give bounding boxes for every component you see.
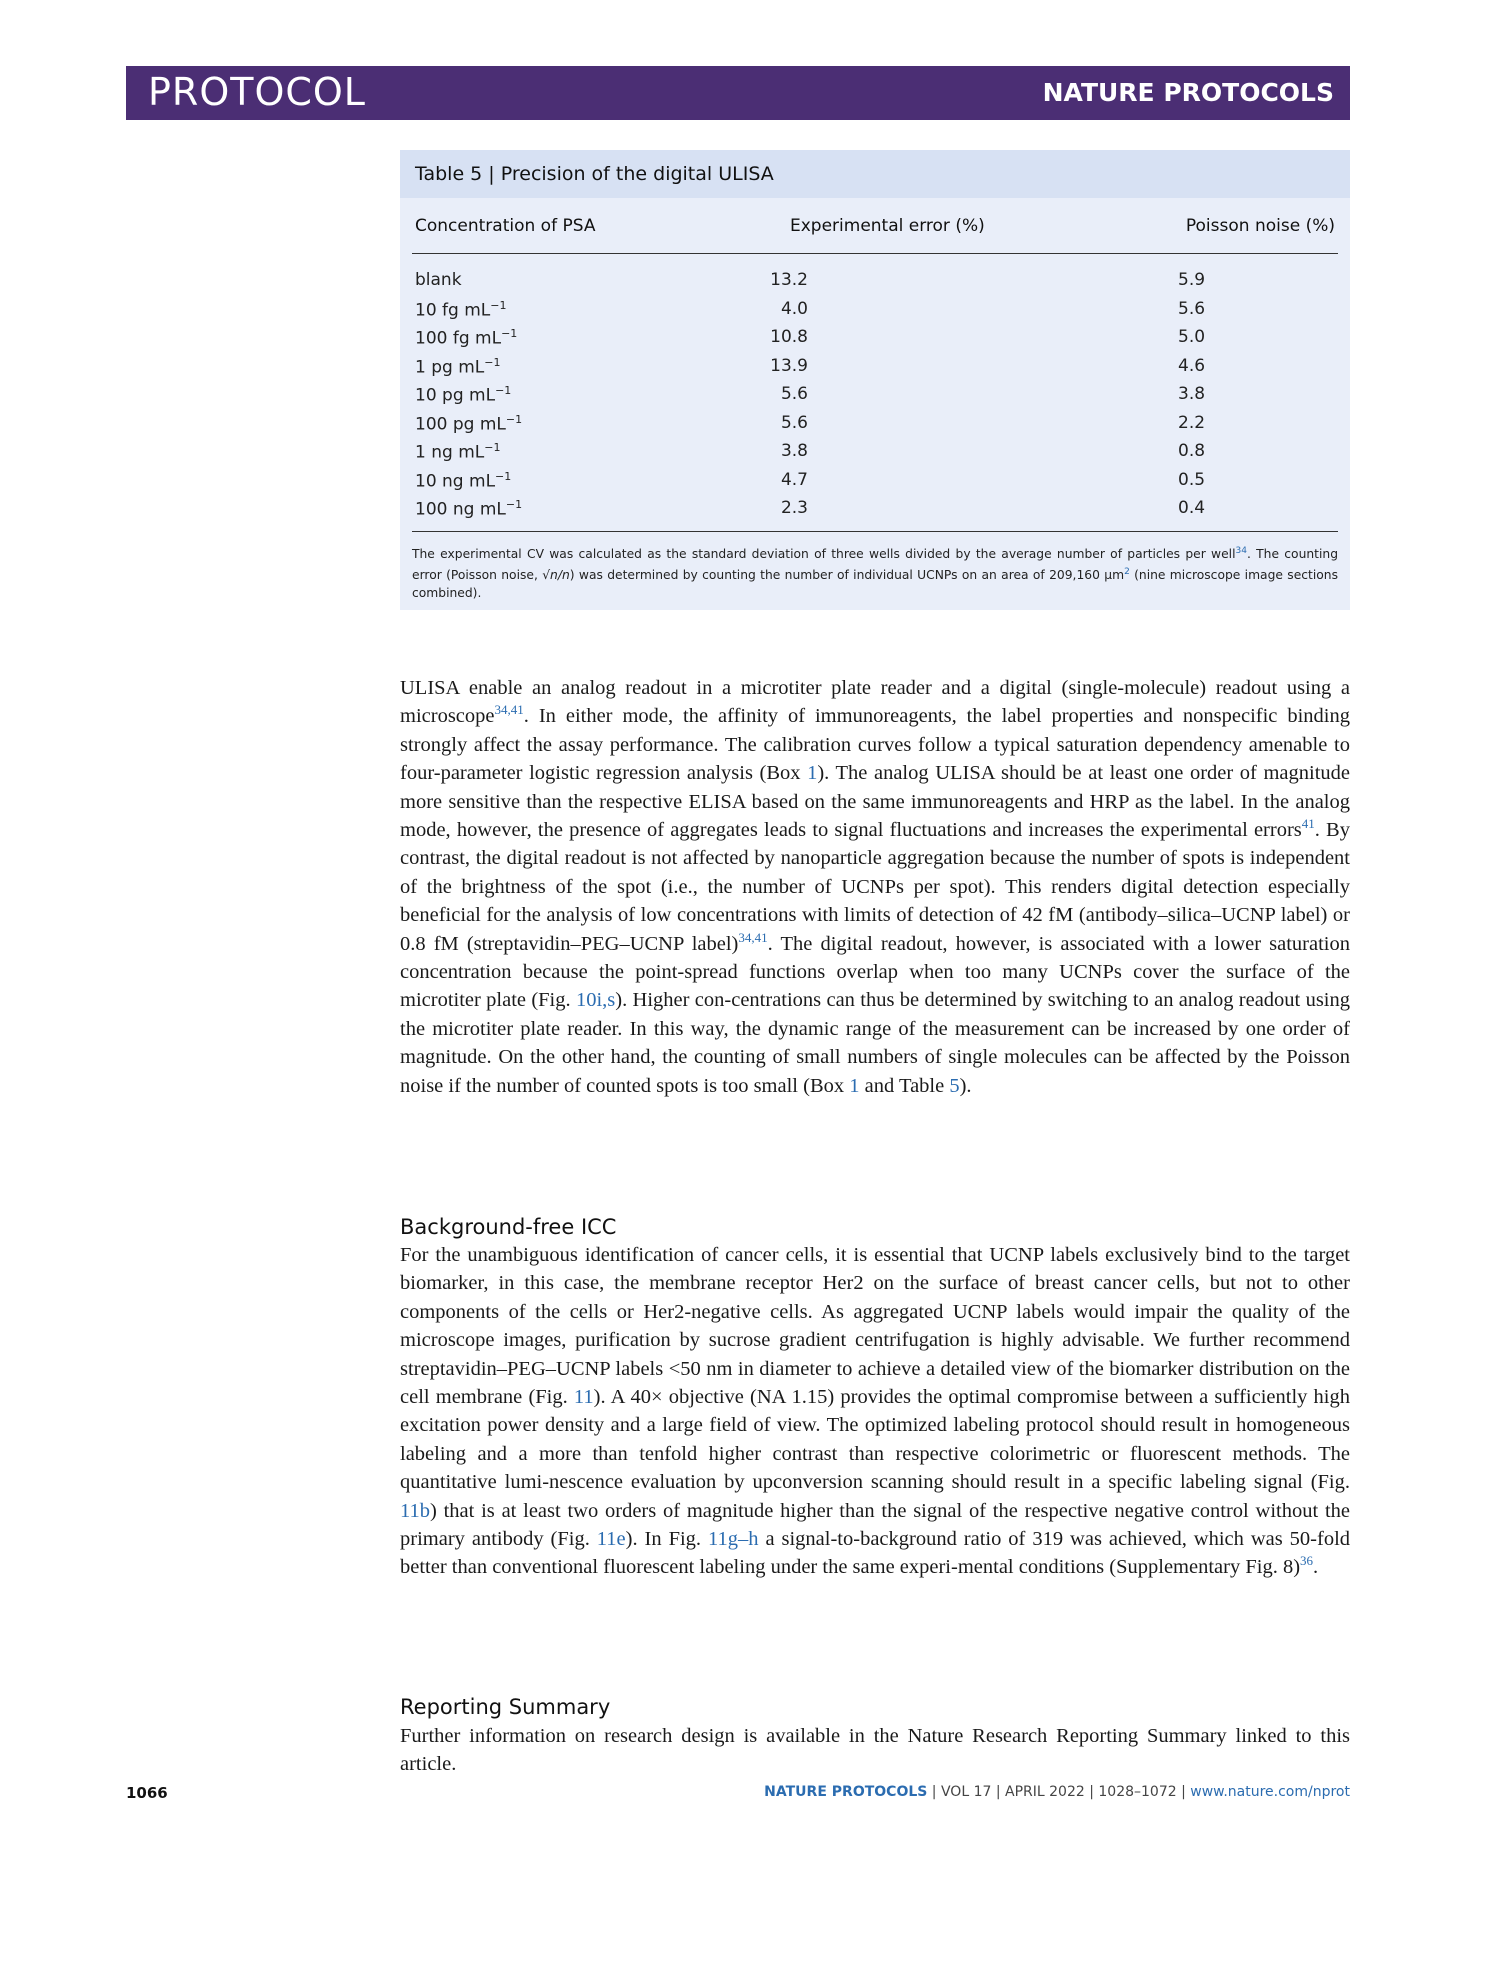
paragraph-background-free-icc: For the unambiguous identification of cancer cells, it is essential that UCNP labels exclusively bind to the target biomarker, in this case, the membrane receptor Her2 on the surface of breast cancer cells, but not to other components of the cells or Her2-negative cells. As aggregated UCNP labels would impair the quality of the microscope images, purification by sucrose gradient centrifugation is highly advisable. We further recommend streptavidin–PEG–UCNP labels <50 nm in diameter to achieve a detailed view of the biomarker distribution on the cell membrane (Fig. 11). A 40× objective (NA 1.15) provides the optimal compromise between a sufficiently high excitation power density and a large field of view. The optimized labeling protocol should result in homogeneous labeling and a more than tenfold higher contrast than respective colorimetric or fluorescent methods. The quantitative lumi-nescence evaluation by upconversion scanning should result in a specific labeling signal (Fig. 11b) that is at least two orders of magnitude higher than the signal of the respective negative control without the primary antibody (Fig. 11e). In Fig. 11g–h a signal-to-background ratio of 319 was achieved, which was 50-fold better than conventional fluorescent labeling under the same experi-mental conditions (Supplementary Fig. 8)$^{36}$. bbox=[400, 1244, 1351, 1579]
cell-poisson-noise: 2.2 bbox=[1178, 412, 1206, 433]
cell-concentration: 100 ng $mL^{-1}$ bbox=[415, 498, 523, 520]
table-header-rule bbox=[412, 253, 1338, 254]
table-row bbox=[400, 384, 1350, 412]
cell-experimental-error: 5.6 bbox=[780, 412, 808, 433]
journal-url-link[interactable]: www.nature.com/nprot bbox=[1190, 1784, 1350, 1800]
page-number: 1066 bbox=[126, 1784, 168, 1802]
cell-concentration: blank bbox=[415, 270, 462, 290]
footer-citation bbox=[764, 1784, 1350, 1800]
cell-poisson-noise: 5.6 bbox=[1178, 298, 1206, 319]
cell-experimental-error: 13.2 bbox=[770, 270, 808, 290]
cell-experimental-error: 2.3 bbox=[780, 498, 808, 518]
table-row bbox=[400, 498, 1350, 526]
column-header-concentration: Concentration of PSA bbox=[415, 216, 596, 236]
cell-experimental-error: 13.9 bbox=[770, 355, 808, 376]
cell-concentration: 10 ng $mL^{-1}$ bbox=[415, 469, 512, 492]
cell-concentration: 100 pg $mL^{-1}$ bbox=[415, 412, 523, 435]
cell-experimental-error: 3.8 bbox=[780, 441, 808, 461]
table-row bbox=[400, 270, 1350, 298]
footer-journal: NATURE PROTOCOLS bbox=[764, 1784, 928, 1800]
box-link[interactable]: 1 bbox=[807, 762, 818, 785]
cell-experimental-error: 4.0 bbox=[780, 298, 808, 319]
paragraph-reporting-summary: Further information on research design is available in the Nature Research Reporting Summary linked to this article. bbox=[400, 1725, 1350, 1776]
cell-concentration: 10 fg $mL^{-1}$ bbox=[415, 298, 507, 321]
figure-link[interactable]: 11b bbox=[400, 1499, 430, 1522]
cell-poisson-noise: 5.9 bbox=[1178, 270, 1206, 290]
section-heading-reporting-summary: Reporting Summary bbox=[400, 1695, 611, 1719]
citation-link[interactable]: 41 bbox=[1301, 816, 1315, 832]
cell-experimental-error: 5.6 bbox=[780, 384, 808, 404]
citation-link[interactable]: 34 bbox=[1235, 546, 1247, 556]
figure-link[interactable]: 11 bbox=[573, 1386, 594, 1409]
cell-poisson-noise: 0.5 bbox=[1178, 469, 1206, 490]
table-title: Table 5 | Precision of the digital ULISA bbox=[415, 163, 774, 185]
figure-link[interactable]: 11g–h bbox=[708, 1528, 759, 1551]
figure-link[interactable]: 11e bbox=[596, 1528, 626, 1551]
column-header-experimental-error: Experimental error (%) bbox=[790, 216, 985, 236]
box-link[interactable]: 1 bbox=[849, 1074, 860, 1097]
cell-concentration: 10 pg $mL^{-1}$ bbox=[415, 384, 512, 406]
cell-poisson-noise: 5.0 bbox=[1178, 327, 1206, 347]
table-row bbox=[400, 356, 1350, 384]
citation-link[interactable]: 34,41 bbox=[494, 702, 524, 718]
journal-name: NATURE PROTOCOLS bbox=[1042, 78, 1334, 107]
table-row bbox=[400, 327, 1350, 355]
cell-poisson-noise: 0.8 bbox=[1178, 441, 1206, 461]
citation-link[interactable]: 34,41 bbox=[738, 929, 768, 945]
cell-concentration: 1 pg $mL^{-1}$ bbox=[415, 355, 501, 378]
column-header-poisson-noise: Poisson noise (%) bbox=[1185, 216, 1335, 236]
table-bottom-rule bbox=[412, 531, 1338, 532]
table-5 bbox=[400, 150, 1350, 610]
table-link[interactable]: 5 bbox=[949, 1074, 960, 1097]
paragraph-ulisa-readout: ULISA enable an analog readout in a microtiter plate reader and a digital (single-molecule) readout using a microscope$^{34,41}$. In either mode, the affinity of immunoreagents, the label properties and nonspecific binding strongly affect the assay performance. The calibration curves follow a typical saturation dependency amenable to four-parameter logistic regression analysis (Box 1). The analog ULISA should be at least one order of magnitude more sensitive than the respective ELISA based on the same immunoreagents and HRP as the label. In the analog mode, however, the presence of aggregates leads to signal fluctuations and increases the experimental errors$^{41}$. By contrast, the digital readout is not affected by nanoparticle aggregation because the number of spots is independent of the brightness of the spot (i.e., the number of UCNPs per spot). This renders digital detection especially beneficial for the analysis of low concentrations with limits of detection of 42 fM (antibody–silica–UCNP label) or 0.8 fM (streptavidin–PEG–UCNP label)$^{34,41}$. The digital readout, however, is associated with a lower saturation concentration because the point-spread functions overlap when too many UCNPs cover the surface of the microtiter plate (Fig. 10i,s). Higher con-centrations can thus be determined by switching to an analog readout using the microtiter plate reader. In this way, the dynamic range of the measurement can be increased by one order of magnitude. On the other hand, the counting of small numbers of single molecules can be affected by the Poisson noise if the number of counted spots is too small (Box 1 and Table 5). bbox=[400, 677, 1351, 1097]
footer-volume-info: | VOL 17 | APRIL 2022 | 1028–1072 | bbox=[927, 1784, 1191, 1800]
table-footnote: The experimental CV was calculated as the standard deviation of three wells divided by the average number of particles per well$^{34}$. The counting error (Poisson noise, √n/n) was determined by counting the number of individual UCNPs on an area of 209,160 µm$^2$ (nine microscope image sections combined). bbox=[412, 546, 1338, 601]
cell-poisson-noise: 0.4 bbox=[1178, 498, 1206, 518]
table-row bbox=[400, 413, 1350, 441]
cell-experimental-error: 10.8 bbox=[770, 327, 808, 347]
cell-poisson-noise: 4.6 bbox=[1178, 355, 1206, 376]
section-heading-background-free-icc: Background-free ICC bbox=[400, 1215, 617, 1239]
section-label: PROTOCOL bbox=[148, 70, 366, 114]
citation-link[interactable]: 36 bbox=[1300, 1553, 1314, 1569]
cell-poisson-noise: 3.8 bbox=[1178, 384, 1206, 404]
poisson-formula: √n/n bbox=[542, 568, 570, 583]
table-row bbox=[400, 441, 1350, 469]
cell-concentration: 100 fg $mL^{-1}$ bbox=[415, 327, 518, 349]
running-header bbox=[126, 66, 1350, 120]
cell-concentration: 1 ng $mL^{-1}$ bbox=[415, 441, 501, 463]
table-row bbox=[400, 470, 1350, 498]
table-row bbox=[400, 299, 1350, 327]
figure-link[interactable]: 10i,s bbox=[575, 989, 616, 1012]
table-title-bar bbox=[400, 150, 1350, 198]
cell-experimental-error: 4.7 bbox=[780, 469, 808, 490]
